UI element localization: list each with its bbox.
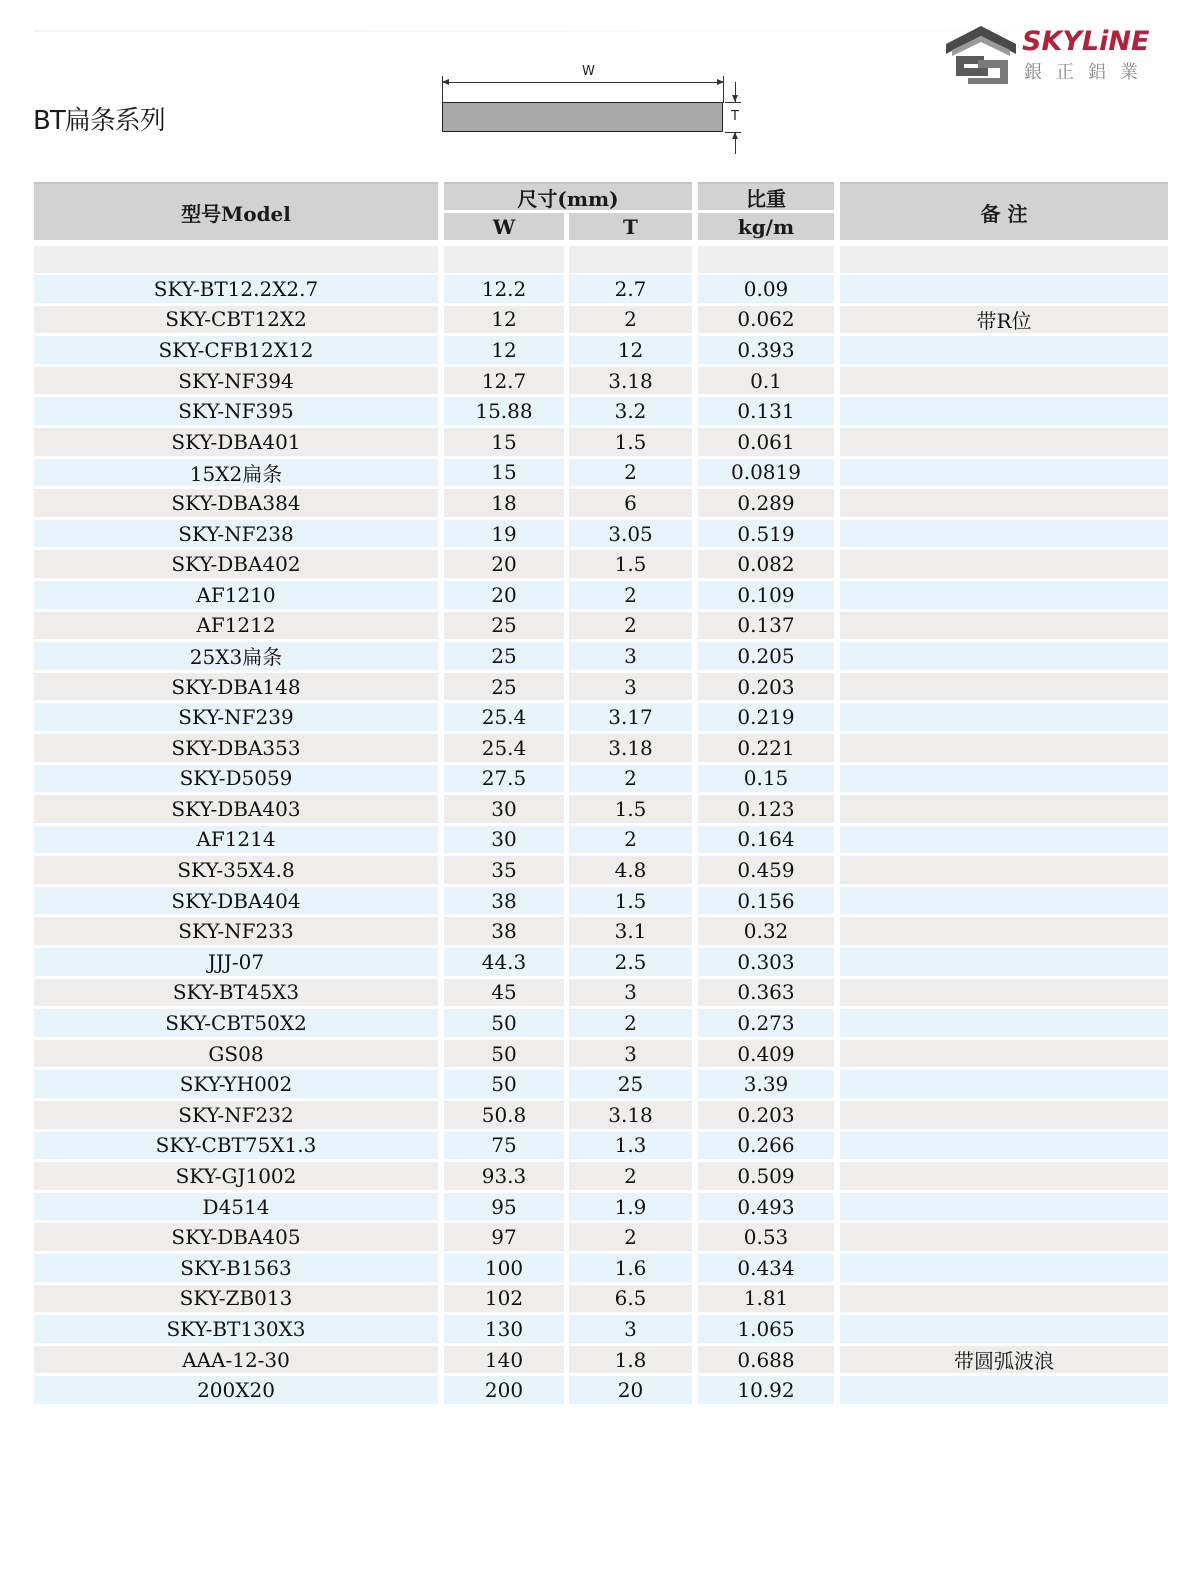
thickness-cell: 3 — [569, 642, 692, 670]
width-cell: 30 — [444, 795, 564, 823]
width-cell: 25 — [444, 642, 564, 670]
model-cell: AF1212 — [34, 612, 438, 640]
weight-cell: 0.221 — [698, 734, 834, 762]
model-cell: SKY-YH002 — [34, 1070, 438, 1098]
remark-cell — [840, 1009, 1168, 1037]
width-cell: 30 — [444, 826, 564, 854]
table-row — [34, 365, 1168, 396]
header-remark: 备 注 — [840, 182, 1168, 240]
model-cell: SKY-NF233 — [34, 917, 438, 945]
table-row — [34, 946, 1168, 977]
weight-cell: 0.393 — [698, 336, 834, 364]
thickness-label: T — [731, 109, 739, 124]
table-row — [34, 457, 1168, 488]
thickness-cell: 3.2 — [569, 397, 692, 425]
thickness-cell: 4.8 — [569, 856, 692, 884]
remark-cell — [840, 489, 1168, 517]
weight-cell: 0.219 — [698, 703, 834, 731]
model-cell: GS08 — [34, 1040, 438, 1068]
width-cell: 12 — [444, 336, 564, 364]
model-cell: SKY-CFB12X12 — [34, 336, 438, 364]
thickness-cell: 25 — [569, 1070, 692, 1098]
width-cell: 75 — [444, 1132, 564, 1160]
table-row — [34, 1221, 1168, 1252]
thickness-cell: 3 — [569, 979, 692, 1007]
weight-cell: 0.459 — [698, 856, 834, 884]
thickness-cell: 3.18 — [569, 734, 692, 762]
model-cell: SKY-DBA404 — [34, 887, 438, 915]
table-row — [34, 1313, 1168, 1344]
table-row — [34, 793, 1168, 824]
remark-cell — [840, 1132, 1168, 1160]
weight-cell: 0.082 — [698, 550, 834, 578]
weight-cell: 0.273 — [698, 1009, 834, 1037]
model-cell: SKY-DBA405 — [34, 1223, 438, 1251]
weight-cell: 0.131 — [698, 397, 834, 425]
remark-cell — [840, 428, 1168, 456]
width-cell: 12.7 — [444, 367, 564, 395]
width-dimension-arrow-icon — [442, 82, 724, 83]
thickness-cell: 1.9 — [569, 1193, 692, 1221]
table-row — [34, 426, 1168, 457]
empty-cell — [34, 246, 438, 273]
weight-cell: 0.363 — [698, 979, 834, 1007]
model-cell: SKY-B1563 — [34, 1254, 438, 1282]
width-cell: 27.5 — [444, 765, 564, 793]
table-row — [34, 395, 1168, 426]
table-row — [34, 334, 1168, 365]
remark-cell — [840, 459, 1168, 487]
remark-cell — [840, 979, 1168, 1007]
empty-cell — [698, 246, 834, 273]
remark-cell — [840, 734, 1168, 762]
thickness-cell: 2 — [569, 826, 692, 854]
header-weight-unit: kg/m — [698, 213, 834, 240]
remark-cell — [840, 673, 1168, 701]
logo-mark-icon — [944, 24, 1018, 86]
weight-cell: 0.137 — [698, 612, 834, 640]
thickness-cell: 1.5 — [569, 428, 692, 456]
width-cell: 45 — [444, 979, 564, 1007]
table-row — [34, 640, 1168, 671]
weight-cell: 0.205 — [698, 642, 834, 670]
model-cell: AF1214 — [34, 826, 438, 854]
model-cell: SKY-NF232 — [34, 1101, 438, 1129]
thickness-cell: 2 — [569, 1009, 692, 1037]
table-row — [34, 1068, 1168, 1099]
weight-cell: 0.123 — [698, 795, 834, 823]
weight-cell: 1.065 — [698, 1315, 834, 1343]
model-cell: SKY-DBA353 — [34, 734, 438, 762]
remark-cell — [840, 550, 1168, 578]
remark-cell — [840, 275, 1168, 303]
table-row — [34, 1099, 1168, 1130]
table-row — [34, 671, 1168, 702]
empty-cell — [840, 246, 1168, 273]
profile-diagram — [436, 62, 756, 157]
table-row — [34, 610, 1168, 641]
width-cell: 102 — [444, 1285, 564, 1313]
weight-cell: 0.061 — [698, 428, 834, 456]
model-cell: SKY-D5059 — [34, 765, 438, 793]
weight-cell: 0.409 — [698, 1040, 834, 1068]
empty-row — [34, 246, 1168, 273]
model-cell: JJJ-07 — [34, 948, 438, 976]
model-cell: SKY-GJ1002 — [34, 1162, 438, 1190]
thickness-cell: 20 — [569, 1376, 692, 1404]
model-cell: SKY-NF239 — [34, 703, 438, 731]
table-header — [34, 182, 1168, 242]
thickness-cell: 2.5 — [569, 948, 692, 976]
table-row — [34, 304, 1168, 335]
thickness-cell: 3.05 — [569, 520, 692, 548]
model-cell: 15X2扁条 — [34, 459, 438, 487]
weight-cell: 0.493 — [698, 1193, 834, 1221]
weight-cell: 1.81 — [698, 1285, 834, 1313]
model-cell: SKY-CBT50X2 — [34, 1009, 438, 1037]
model-cell: SKY-ZB013 — [34, 1285, 438, 1313]
table-body — [34, 273, 1168, 1405]
brand-name-chinese: 銀正鋁業 — [1024, 62, 1152, 83]
remark-cell — [840, 642, 1168, 670]
weight-cell: 3.39 — [698, 1070, 834, 1098]
weight-cell: 0.15 — [698, 765, 834, 793]
model-cell: SKY-NF394 — [34, 367, 438, 395]
model-cell: SKY-CBT75X1.3 — [34, 1132, 438, 1160]
table-row — [34, 579, 1168, 610]
table-row — [34, 548, 1168, 579]
model-cell: SKY-35X4.8 — [34, 856, 438, 884]
model-cell: SKY-DBA148 — [34, 673, 438, 701]
remark-cell — [840, 795, 1168, 823]
thickness-extension-top — [725, 102, 741, 103]
thickness-cell: 1.5 — [569, 795, 692, 823]
width-cell: 50.8 — [444, 1101, 564, 1129]
width-cell: 50 — [444, 1040, 564, 1068]
width-cell: 100 — [444, 1254, 564, 1282]
thickness-cell: 3.18 — [569, 367, 692, 395]
thickness-cell: 2 — [569, 612, 692, 640]
weight-cell: 0.203 — [698, 1101, 834, 1129]
thickness-cell: 6.5 — [569, 1285, 692, 1313]
remark-cell — [840, 887, 1168, 915]
page-title: BT扁条系列 — [33, 106, 165, 136]
model-cell: SKY-DBA402 — [34, 550, 438, 578]
model-cell: SKY-DBA401 — [34, 428, 438, 456]
model-cell: AF1210 — [34, 581, 438, 609]
thickness-cell: 3.1 — [569, 917, 692, 945]
width-label: W — [582, 64, 595, 79]
remark-cell — [840, 1162, 1168, 1190]
table-row — [34, 1007, 1168, 1038]
width-cell: 140 — [444, 1346, 564, 1374]
thickness-cell: 2 — [569, 765, 692, 793]
remark-cell — [840, 1193, 1168, 1221]
width-cell: 50 — [444, 1009, 564, 1037]
table-row — [34, 701, 1168, 732]
remark-cell: 带圆弧波浪 — [840, 1346, 1168, 1374]
remark-cell — [840, 1040, 1168, 1068]
table-row — [34, 885, 1168, 916]
weight-cell: 0.53 — [698, 1223, 834, 1251]
width-cell: 95 — [444, 1193, 564, 1221]
remark-cell — [840, 581, 1168, 609]
width-cell: 20 — [444, 581, 564, 609]
remark-cell — [840, 1101, 1168, 1129]
empty-cell — [444, 246, 564, 273]
width-cell: 19 — [444, 520, 564, 548]
table-row — [34, 1038, 1168, 1069]
weight-cell: 0.203 — [698, 673, 834, 701]
table-row — [34, 1374, 1168, 1405]
model-cell: SKY-DBA384 — [34, 489, 438, 517]
width-cell: 44.3 — [444, 948, 564, 976]
thickness-cell: 1.8 — [569, 1346, 692, 1374]
width-cell: 20 — [444, 550, 564, 578]
table-row — [34, 1130, 1168, 1161]
table-row — [34, 915, 1168, 946]
remark-cell — [840, 336, 1168, 364]
model-cell: 25X3扁条 — [34, 642, 438, 670]
remark-cell — [840, 917, 1168, 945]
thickness-cell: 2 — [569, 459, 692, 487]
thickness-cell: 3.18 — [569, 1101, 692, 1129]
table-row — [34, 518, 1168, 549]
model-cell: 200X20 — [34, 1376, 438, 1404]
width-cell: 25.4 — [444, 734, 564, 762]
remark-cell — [840, 1285, 1168, 1313]
width-cell: 35 — [444, 856, 564, 884]
weight-cell: 0.688 — [698, 1346, 834, 1374]
weight-cell: 0.509 — [698, 1162, 834, 1190]
weight-cell: 0.1 — [698, 367, 834, 395]
thickness-cell: 1.5 — [569, 550, 692, 578]
thickness-cell: 2.7 — [569, 275, 692, 303]
weight-cell: 0.0819 — [698, 459, 834, 487]
model-cell: SKY-NF238 — [34, 520, 438, 548]
weight-cell: 0.156 — [698, 887, 834, 915]
table-row — [34, 1252, 1168, 1283]
thickness-cell: 1.5 — [569, 887, 692, 915]
thickness-cell: 3.17 — [569, 703, 692, 731]
header-thickness: T — [569, 213, 692, 240]
table-row — [34, 273, 1168, 304]
model-cell: AAA-12-30 — [34, 1346, 438, 1374]
weight-cell: 0.109 — [698, 581, 834, 609]
width-cell: 25 — [444, 673, 564, 701]
remark-cell — [840, 765, 1168, 793]
weight-cell: 0.062 — [698, 306, 834, 334]
weight-cell: 0.164 — [698, 826, 834, 854]
thickness-cell: 2 — [569, 581, 692, 609]
remark-cell — [840, 948, 1168, 976]
thickness-cell: 1.6 — [569, 1254, 692, 1282]
table-row — [34, 1160, 1168, 1191]
weight-cell: 0.32 — [698, 917, 834, 945]
remark-cell — [840, 1376, 1168, 1404]
remark-cell: 带R位 — [840, 306, 1168, 334]
width-cell: 97 — [444, 1223, 564, 1251]
remark-cell — [840, 612, 1168, 640]
flat-bar-spec-table — [34, 182, 1168, 1405]
model-cell: SKY-BT45X3 — [34, 979, 438, 1007]
width-cell: 50 — [444, 1070, 564, 1098]
remark-cell — [840, 1315, 1168, 1343]
weight-cell: 0.519 — [698, 520, 834, 548]
model-cell: SKY-BT130X3 — [34, 1315, 438, 1343]
header-weight-group: 比重 — [698, 182, 834, 210]
width-cell: 200 — [444, 1376, 564, 1404]
thickness-arrow-down-icon — [735, 82, 736, 102]
header-model: 型号Model — [34, 182, 438, 240]
company-logo — [944, 24, 1164, 86]
remark-cell — [840, 703, 1168, 731]
remark-cell — [840, 520, 1168, 548]
width-cell: 15.88 — [444, 397, 564, 425]
table-row — [34, 854, 1168, 885]
weight-cell: 0.289 — [698, 489, 834, 517]
model-cell: SKY-CBT12X2 — [34, 306, 438, 334]
table-row — [34, 1283, 1168, 1314]
table-row — [34, 1344, 1168, 1375]
width-cell: 38 — [444, 887, 564, 915]
weight-cell: 0.09 — [698, 275, 834, 303]
thickness-cell: 6 — [569, 489, 692, 517]
width-cell: 93.3 — [444, 1162, 564, 1190]
remark-cell — [840, 367, 1168, 395]
table-row — [34, 763, 1168, 794]
thickness-cell: 3 — [569, 1040, 692, 1068]
width-cell: 25 — [444, 612, 564, 640]
width-cell: 15 — [444, 459, 564, 487]
width-cell: 38 — [444, 917, 564, 945]
width-cell: 130 — [444, 1315, 564, 1343]
remark-cell — [840, 1254, 1168, 1282]
weight-cell: 0.303 — [698, 948, 834, 976]
thickness-cell: 2 — [569, 306, 692, 334]
remark-cell — [840, 397, 1168, 425]
weight-cell: 10.92 — [698, 1376, 834, 1404]
width-cell: 18 — [444, 489, 564, 517]
thickness-arrow-up-icon — [735, 132, 736, 154]
thickness-cell: 1.3 — [569, 1132, 692, 1160]
width-cell: 12.2 — [444, 275, 564, 303]
table-row — [34, 977, 1168, 1008]
width-cell: 12 — [444, 306, 564, 334]
brand-name: SKYLiNE — [1022, 26, 1150, 57]
width-cell: 15 — [444, 428, 564, 456]
header-width: W — [444, 213, 564, 240]
table-row — [34, 732, 1168, 763]
weight-cell: 0.266 — [698, 1132, 834, 1160]
remark-cell — [840, 1223, 1168, 1251]
remark-cell — [840, 826, 1168, 854]
thickness-cell: 3 — [569, 673, 692, 701]
remark-cell — [840, 856, 1168, 884]
empty-cell — [569, 246, 692, 273]
thickness-cell: 3 — [569, 1315, 692, 1343]
table-row — [34, 1191, 1168, 1222]
table-row — [34, 824, 1168, 855]
header-size-group: 尺寸(mm) — [444, 182, 692, 210]
model-cell: SKY-BT12.2X2.7 — [34, 275, 438, 303]
width-cell: 25.4 — [444, 703, 564, 731]
model-cell: SKY-NF395 — [34, 397, 438, 425]
weight-cell: 0.434 — [698, 1254, 834, 1282]
model-cell: SKY-DBA403 — [34, 795, 438, 823]
thickness-cell: 12 — [569, 336, 692, 364]
thickness-cell: 2 — [569, 1162, 692, 1190]
table-row — [34, 487, 1168, 518]
model-cell: D4514 — [34, 1193, 438, 1221]
flat-bar-cross-section — [442, 102, 723, 132]
thickness-cell: 2 — [569, 1223, 692, 1251]
remark-cell — [840, 1070, 1168, 1098]
